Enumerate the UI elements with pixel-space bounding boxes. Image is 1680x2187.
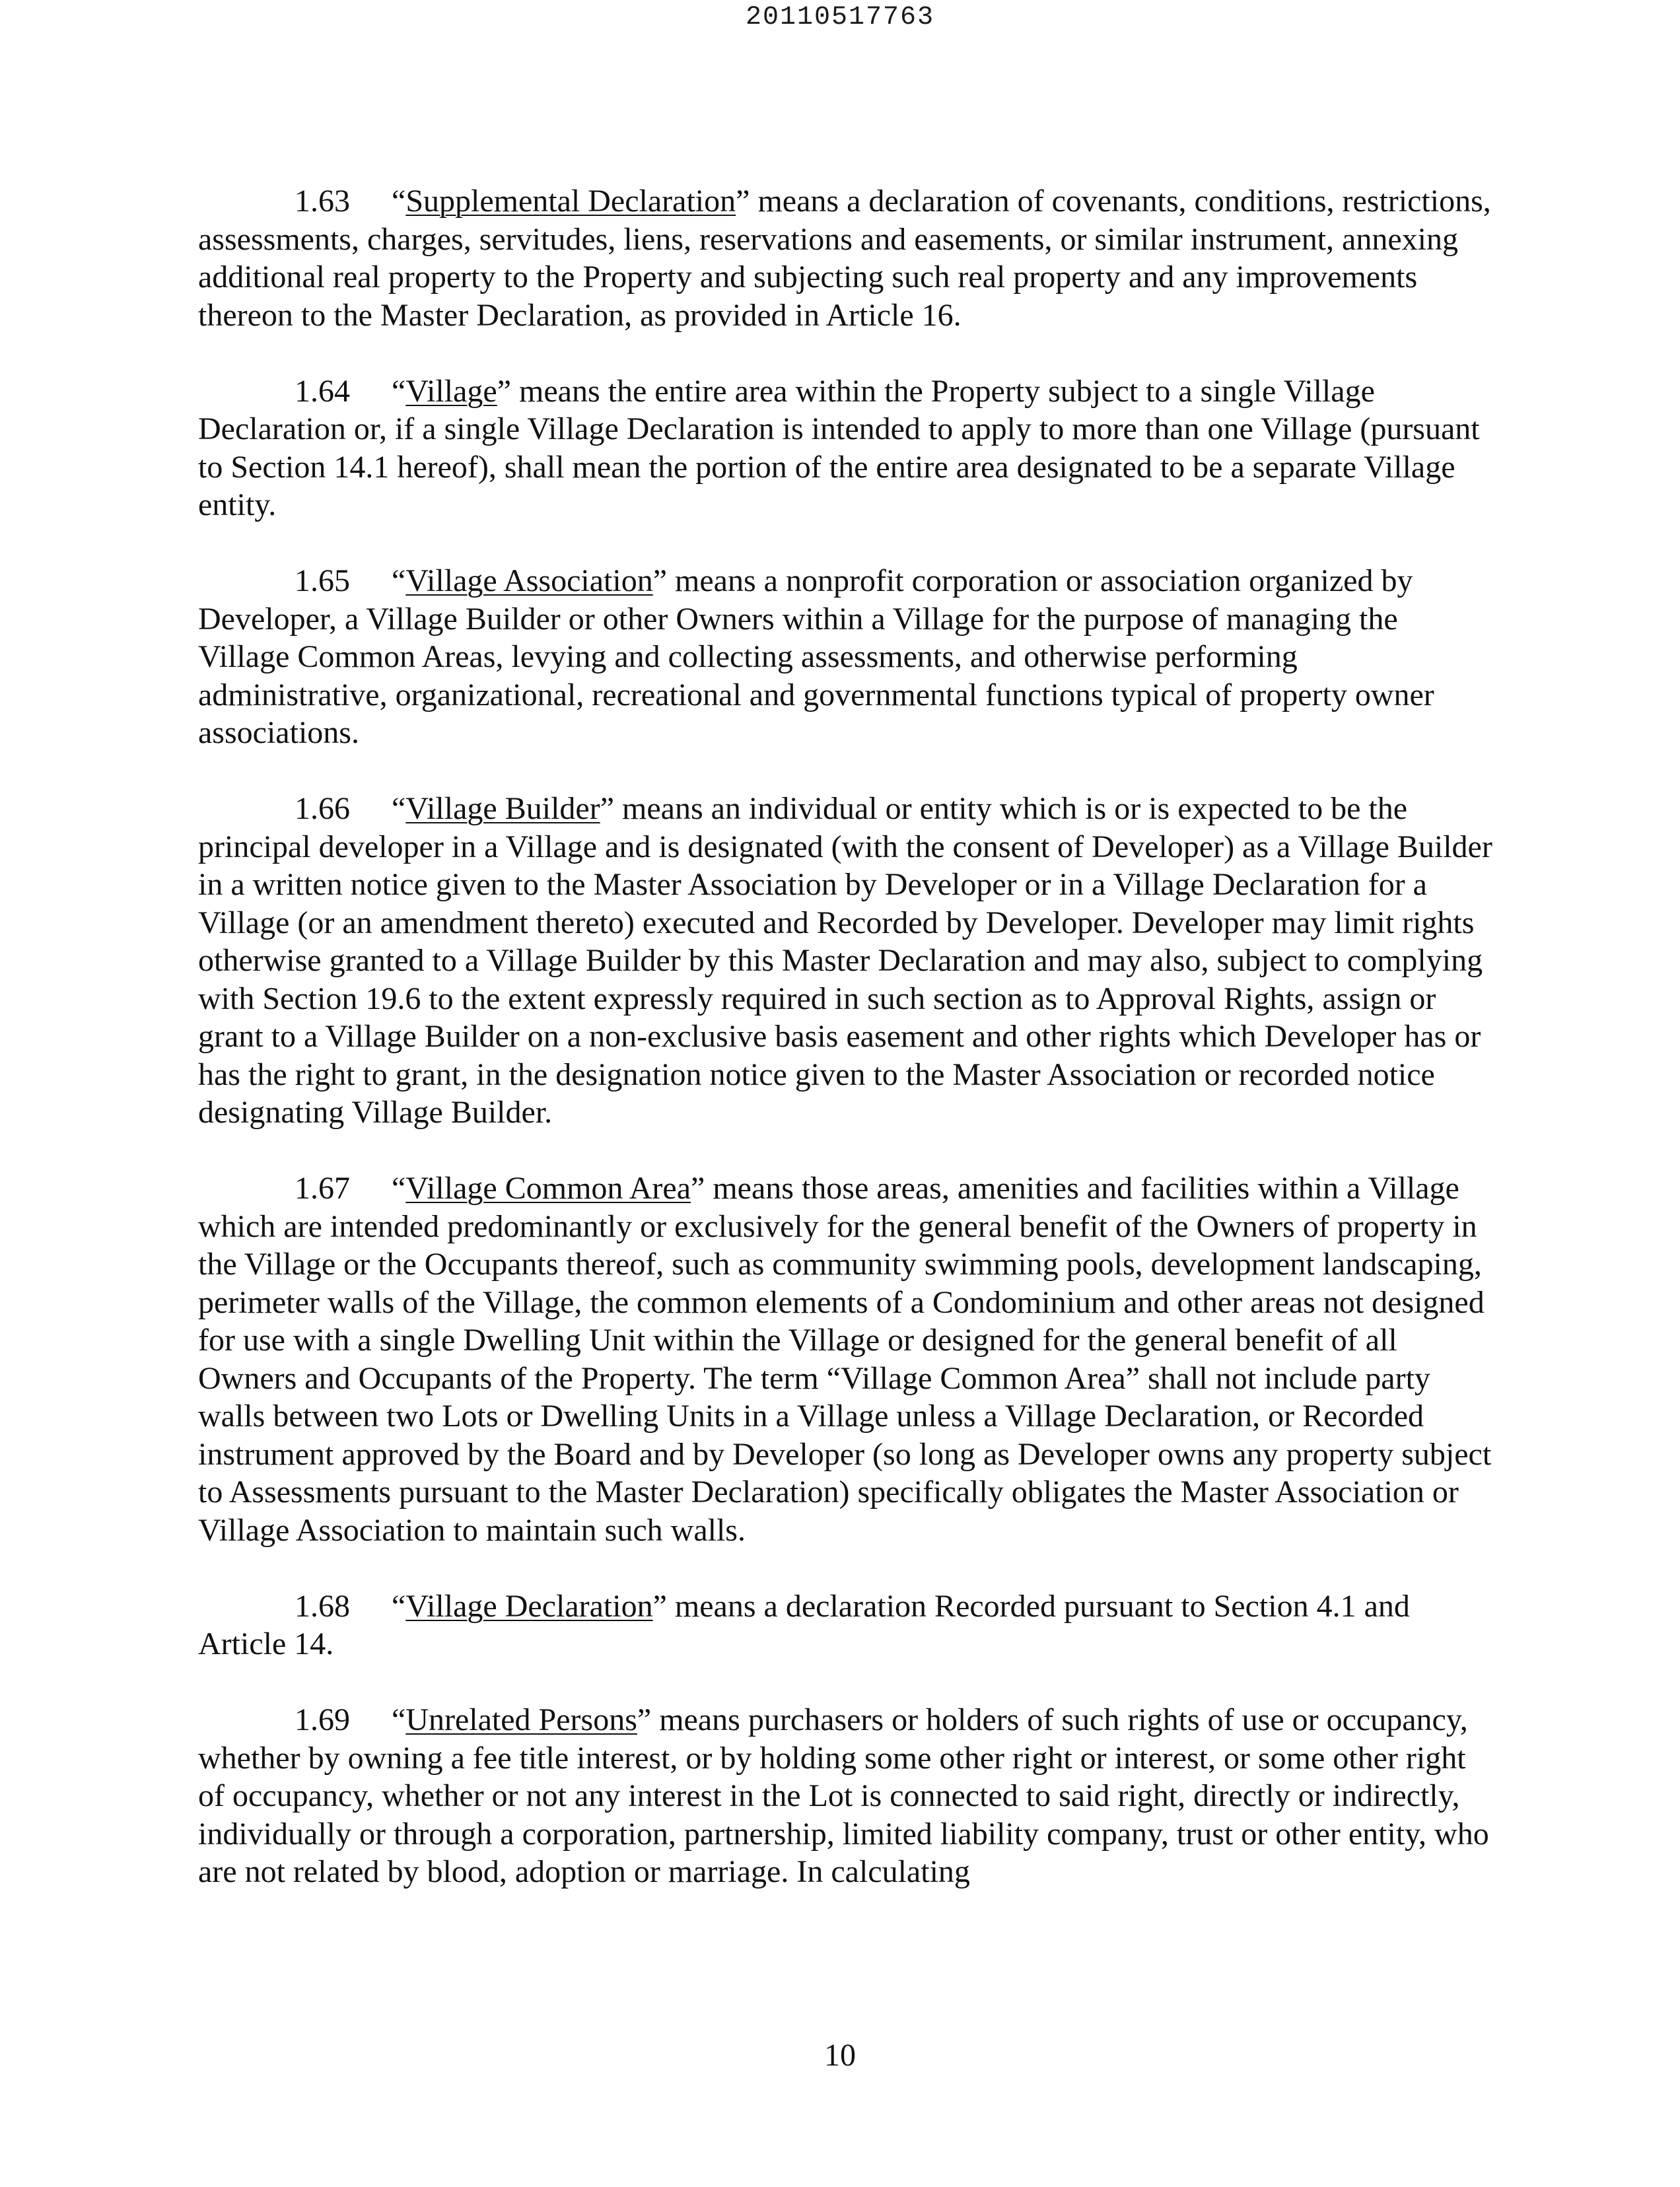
definition-paragraph-1-69: 1.69 “Unrelated Persons” means purchasers or holders of such rights of use or occupancy, whether by owning a fee title interest, or by holding some other right or interest, or some other right of occupancy, whether or not any interest in the Lot is connected to said right, directly or indirectly, individually or through a corporation, partnership, limited liability company, trust or other entity, who are not related by blood, adoption or marriage. In calculating xyxy=(198,1702,1489,1889)
defined-term: Village Declaration xyxy=(405,1588,653,1624)
definition-text: means the entire area within the Property subject to a single Village Declaration or, if a single Village Declaration is intended to apply to more than one Village (pursuant to Section 14.1 hereof), shall mean the portion of the entire area designated to be a separate Village entity. xyxy=(198,373,1480,522)
page-number: 10 xyxy=(824,2038,856,2073)
defined-term: Unrelated Persons xyxy=(405,1702,637,1737)
section-number: 1.65 xyxy=(295,563,350,598)
defined-term: Village Association xyxy=(405,563,653,598)
definition-text: means a declaration Recorded pursuant to Section 4.1 and Article 14. xyxy=(198,1588,1410,1661)
definition-text: means an individual or entity which is or is expected to be the principal developer in a Village and is designated (with the consent of Developer) as a Village Builder in a written notice given to the Master Association by Developer or in a Village Declaration for a Village (or an amendment thereto) executed and Recorded by Developer. Developer may limit rights otherwise granted to a Village Builder by this Master Declaration and may also, subject to complying with Section 19.6 to the extent expressly required in such section as to Approval Rights, assign or grant to a Village Builder on a non-exclusive basis easement and other rights which Developer has or has the right to grant, in the designation notice given to the Master Association or recorded notice designating Village Builder. xyxy=(198,791,1492,1130)
section-number: 1.67 xyxy=(295,1171,350,1206)
section-number: 1.63 xyxy=(295,184,350,219)
definition-paragraph-1-68: 1.68 “Village Declaration” means a declaration Recorded pursuant to Section 4.1 and Article 14. xyxy=(198,1588,1410,1661)
definition-paragraph-1-67: 1.67 “Village Common Area” means those areas, amenities and facilities within a Village which are intended predominantly or exclusively for the general benefit of the Owners of property in the Village or the Occupants thereof, such as community swimming pools, development landscaping, perimeter walls of the Village, the common elements of a Condominium and other areas not designed for use with a single Dwelling Unit within the Village or designed for the general benefit of all Owners and Occupants of the Property. The term “Village Common Area” shall not include party walls between two Lots or Dwelling Units in a Village unless a Village Declaration, or Recorded instrument approved by the Board and by Developer (so long as Developer owns any property subject to Assessments pursuant to the Master Declaration) specifically obligates the Master Association or Village Association to maintain such walls. xyxy=(198,1171,1492,1548)
section-number: 1.69 xyxy=(295,1702,350,1737)
defined-term: Village xyxy=(405,373,497,409)
document-number: 20110517763 xyxy=(745,3,935,32)
section-number: 1.68 xyxy=(295,1588,350,1624)
section-number: 1.64 xyxy=(295,373,350,409)
definition-paragraph-1-64: 1.64 “Village” means the entire area within the Property subject to a single Village Declaration or, if a single Village Declaration is intended to apply to more than one Village (pursuant to Section 14.1 hereof), shall mean the portion of the entire area designated to be a separate Village entity. xyxy=(198,373,1480,522)
defined-term: Village Common Area xyxy=(405,1171,691,1206)
definition-text: means a declaration of covenants, conditions, restrictions, assessments, charges, servitudes, liens, reservations and easements, or similar instrument, annexing additional real property to the Property and subjecting such real property and any improvements thereon to the Master Declaration, as provided in Article 16. xyxy=(198,184,1491,333)
section-number: 1.66 xyxy=(295,791,350,826)
defined-term: Village Builder xyxy=(405,791,600,826)
definition-text: means purchasers or holders of such rights of use or occupancy, whether by owning a fee title interest, or by holding some other right or interest, or some other right of occupancy, whether or not any interest in the Lot is connected to said right, directly or indirectly, individually or through a corporation, partnership, limited liability company, trust or other entity, who are not related by blood, adoption or marriage. In calculating xyxy=(198,1702,1489,1889)
definition-text: means those areas, amenities and facilities within a Village which are intended predominantly or exclusively for the general benefit of the Owners of property in the Village or the Occupants thereof, such as community swimming pools, development landscaping, perimeter walls of the Village, the common elements of a Condominium and other areas not designed for use with a single Dwelling Unit within the Village or designed for the general benefit of all Owners and Occupants of the Property. The term “Village Common Area” shall not include party walls between two Lots or Dwelling Units in a Village unless a Village Declaration, or Recorded instrument approved by the Board and by Developer (so long as Developer owns any property subject to Assessments pursuant to the Master Declaration) specifically obligates the Master Association or Village Association to maintain such walls. xyxy=(198,1171,1492,1548)
definition-paragraph-1-65: 1.65 “Village Association” means a nonprofit corporation or association organized by Developer, a Village Builder or other Owners within a Village for the purpose of managing the Village Common Areas, levying and collecting assessments, and otherwise performing administrative, organizational, recreational and governmental functions typical of property owner associations. xyxy=(198,563,1434,750)
definition-paragraph-1-63: 1.63 “Supplemental Declaration” means a declaration of covenants, conditions, restrictions, assessments, charges, servitudes, liens, reservations and easements, or similar instrument, annexing additional real property to the Property and subjecting such real property and any improvements thereon to the Master Declaration, as provided in Article 16. xyxy=(198,184,1491,333)
document-body xyxy=(198,182,1492,1929)
definition-text: means a nonprofit corporation or association organized by Developer, a Village Builder or other Owners within a Village for the purpose of managing the Village Common Areas, levying and collecting assessments, and otherwise performing administrative, organizational, recreational and governmental functions typical of property owner associations. xyxy=(198,563,1434,750)
definition-paragraph-1-66: 1.66 “Village Builder” means an individual or entity which is or is expected to be the principal developer in a Village and is designated (with the consent of Developer) as a Village Builder in a written notice given to the Master Association by Developer or in a Village Declaration for a Village (or an amendment thereto) executed and Recorded by Developer. Developer may limit rights otherwise granted to a Village Builder by this Master Declaration and may also, subject to complying with Section 19.6 to the extent expressly required in such section as to Approval Rights, assign or grant to a Village Builder on a non-exclusive basis easement and other rights which Developer has or has the right to grant, in the designation notice given to the Master Association or recorded notice designating Village Builder. xyxy=(198,791,1492,1130)
defined-term: Supplemental Declaration xyxy=(405,184,736,219)
